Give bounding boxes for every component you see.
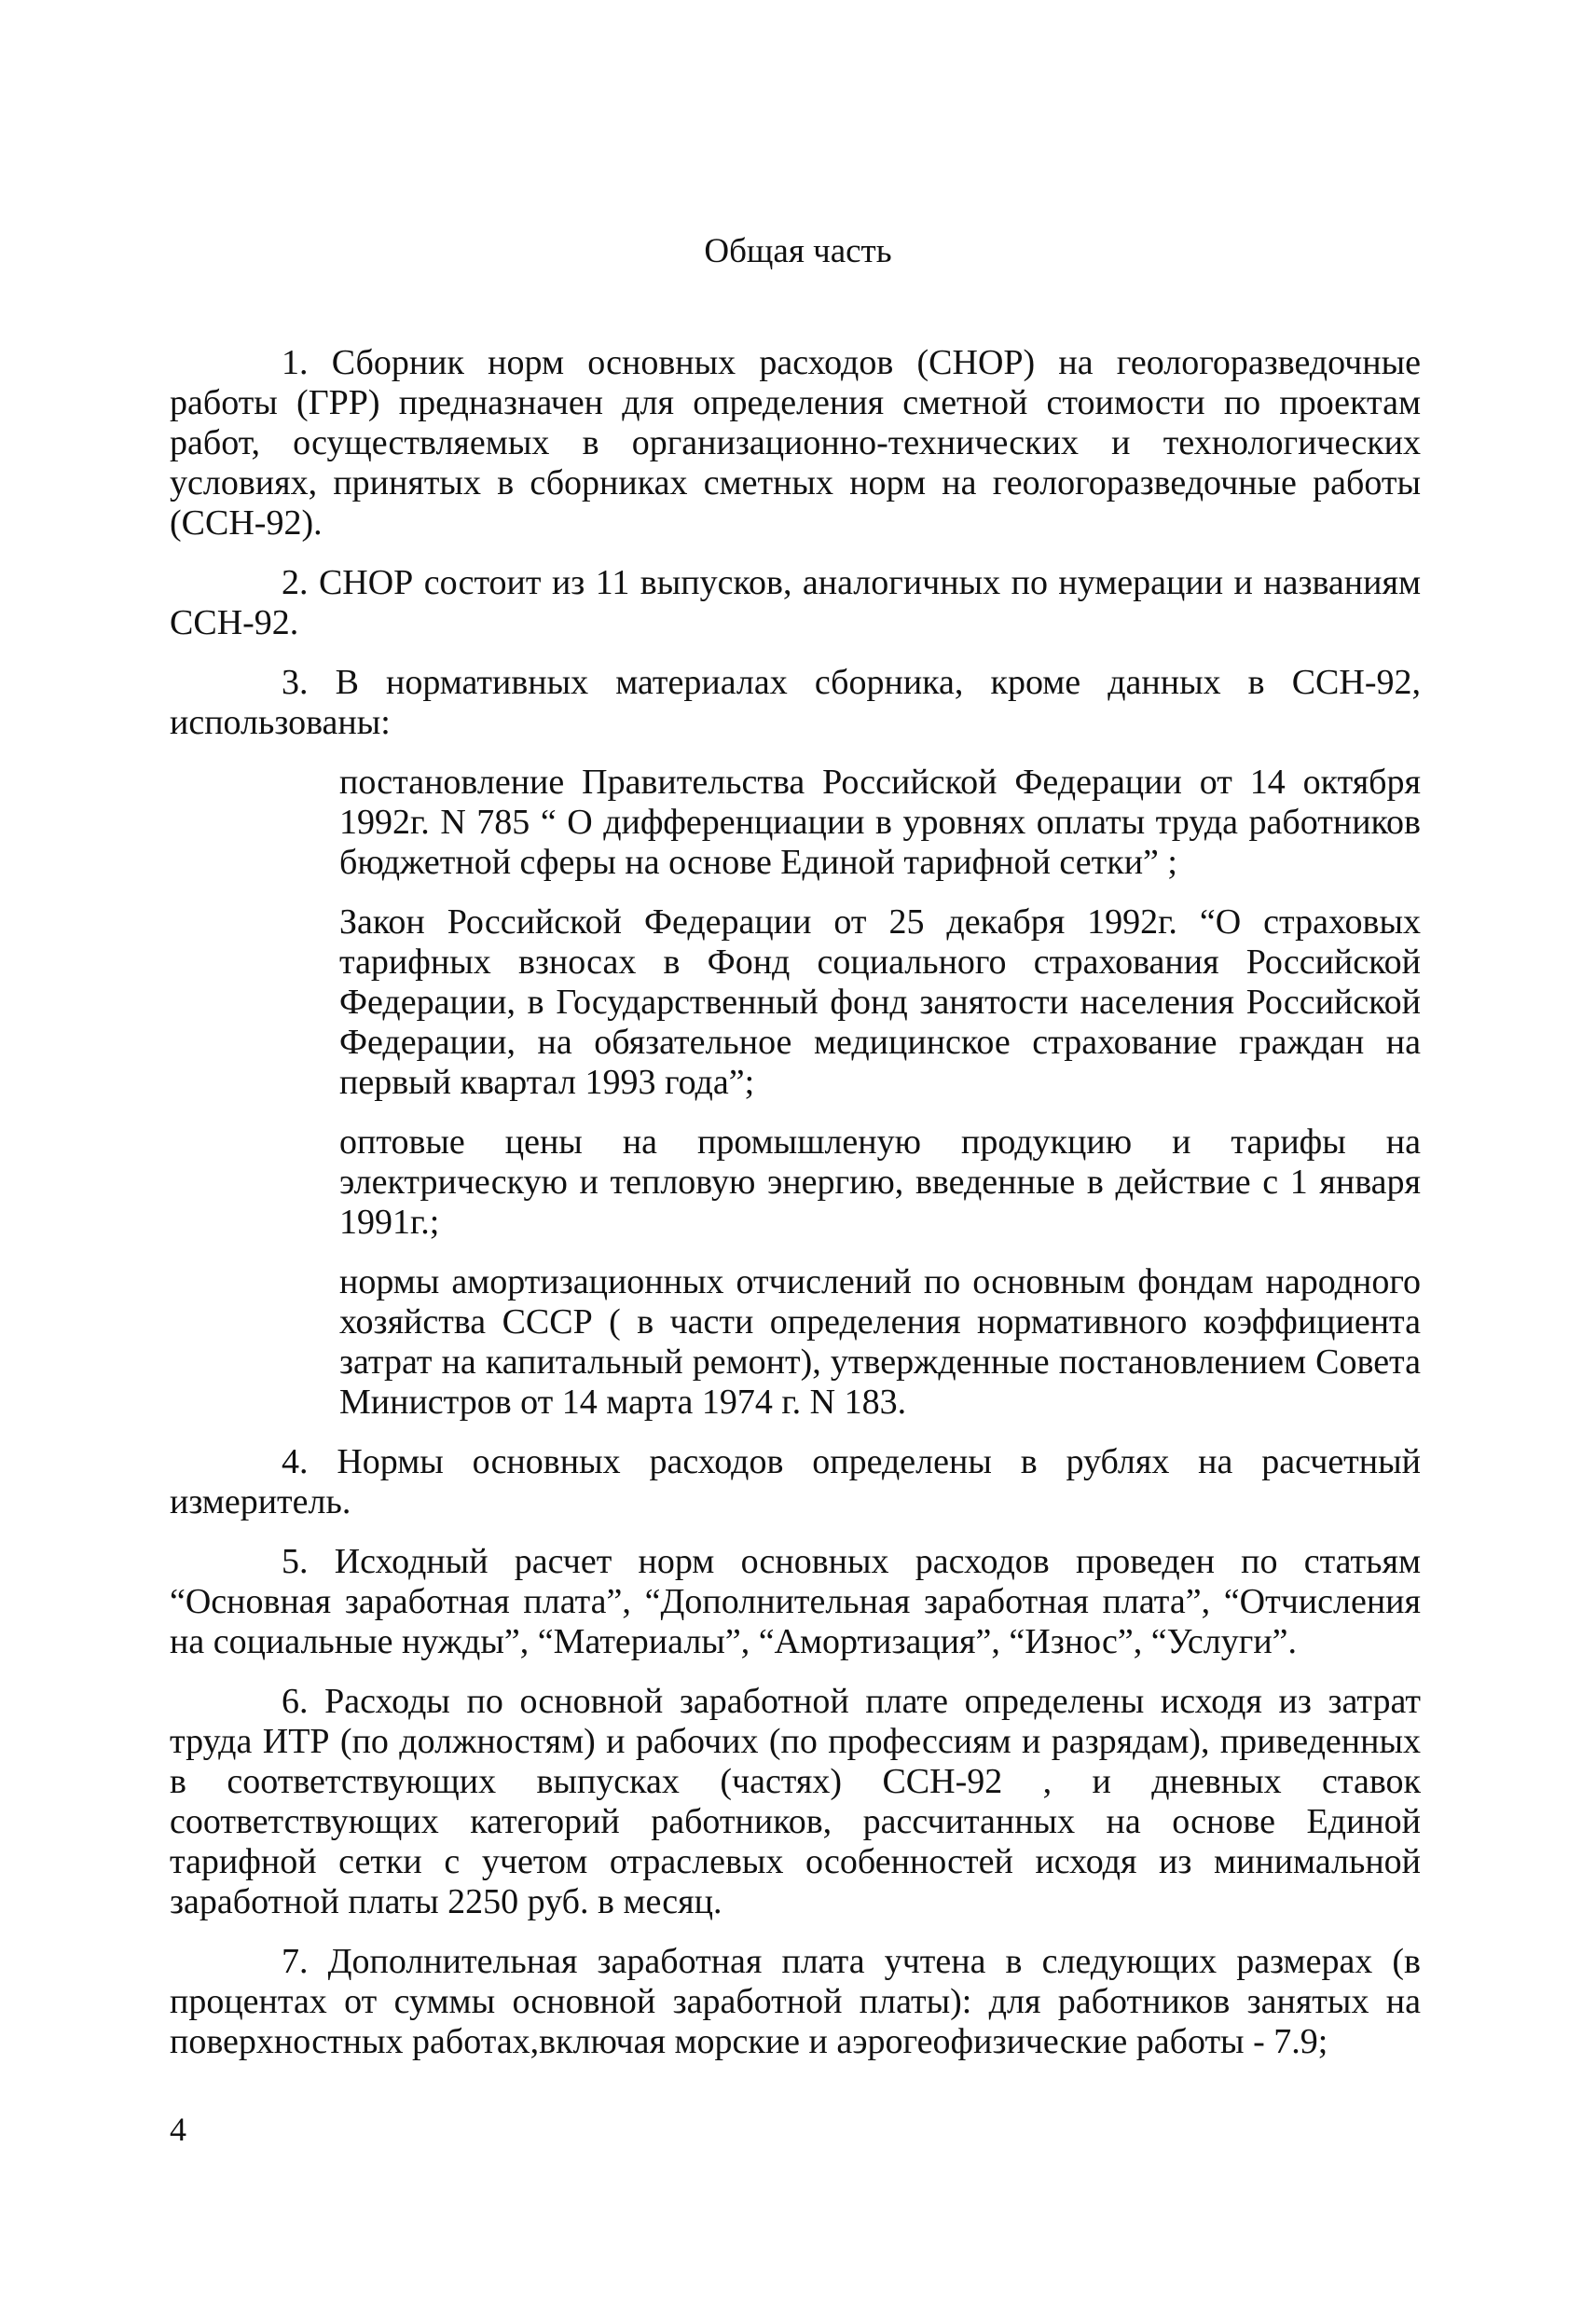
paragraph-4: 4. Нормы основных расходов определены в рублях на расчетный измеритель. bbox=[170, 1442, 1421, 1521]
paragraph-7: 7. Дополнительная заработная плата учтена в следующих размерах (в процентах от суммы основной заработной платы): для работников занятых на поверхностных работах,включая морские и аэрогеофизические работы - 7.9; bbox=[170, 1942, 1421, 2061]
paragraph-2: 2. СНОР состоит из 11 выпусков, аналогичных по нумерации и названиям ССН-92. bbox=[170, 563, 1421, 642]
paragraph-1: 1. Сборник норм основных расходов (СНОР) на геологоразведочные работы (ГРР) предназначен для определения сметной стоимости по проектам работ, осуществляемых в организационно-технических и технологических условиях, принятых в сборниках сметных норм на геологоразведочные работы (ССН-92). bbox=[170, 343, 1421, 543]
page-title: Общая часть bbox=[704, 232, 892, 270]
page-number: 4 bbox=[170, 2111, 186, 2148]
paragraph-5: 5. Исходный расчет норм основных расходов проведен по статьям “Основная заработная плата”, “Дополнительная заработная плата”, “Отчисления на социальные нужды”, “Материалы”, “Амортизация”, “Износ”, “Услуги”. bbox=[170, 1542, 1421, 1661]
paragraph-3-item-depreciation-norms: нормы амортизационных отчислений по основным фондам народного хозяйства СССР ( в части определения нормативного коэффициента затрат на капитальный ремонт), утвержденные постановлением Совета Министров от 14 марта 1974 г. N 183. bbox=[339, 1262, 1421, 1422]
paragraph-3-item-wholesale-prices: оптовые цены на промышленую продукцию и тарифы на электрическую и тепловую энергию, введенные в действие с 1 января 1991г.; bbox=[339, 1122, 1421, 1242]
paragraph-6: 6. Расходы по основной заработной плате определены исходя из затрат труда ИТР (по должностям) и рабочих (по профессиям и разрядам), приведенных в соответствующих выпусках (частях) ССН-92 , и дневных ставок соответствующих категорий работников, рассчитанных на основе Единой тарифной сетки с учетом отраслевых особенностей исходя из минимальной заработной платы 2250 руб. в месяц. bbox=[170, 1682, 1421, 1921]
document-body bbox=[170, 343, 1421, 2082]
paragraph-3: 3. В нормативных материалах сборника, кроме данных в ССН-92, использованы: bbox=[170, 663, 1421, 742]
paragraph-3-item-federal-law: Закон Российской Федерации от 25 декабря 1992г. “О страховых тарифных взносах в Фонд социального страхования Российской Федерации, в Государственный фонд занятости населения Российской Федерации, на обязательное медицинское страхование граждан на первый квартал 1993 года”; bbox=[339, 902, 1421, 1102]
paragraph-3-item-government-decree: постановление Правительства Российской Федерации от 14 октября 1992г. N 785 “ О дифференциации в уровнях оплаты труда работников бюджетной сферы на основе Единой тарифной сетки” ; bbox=[339, 763, 1421, 882]
